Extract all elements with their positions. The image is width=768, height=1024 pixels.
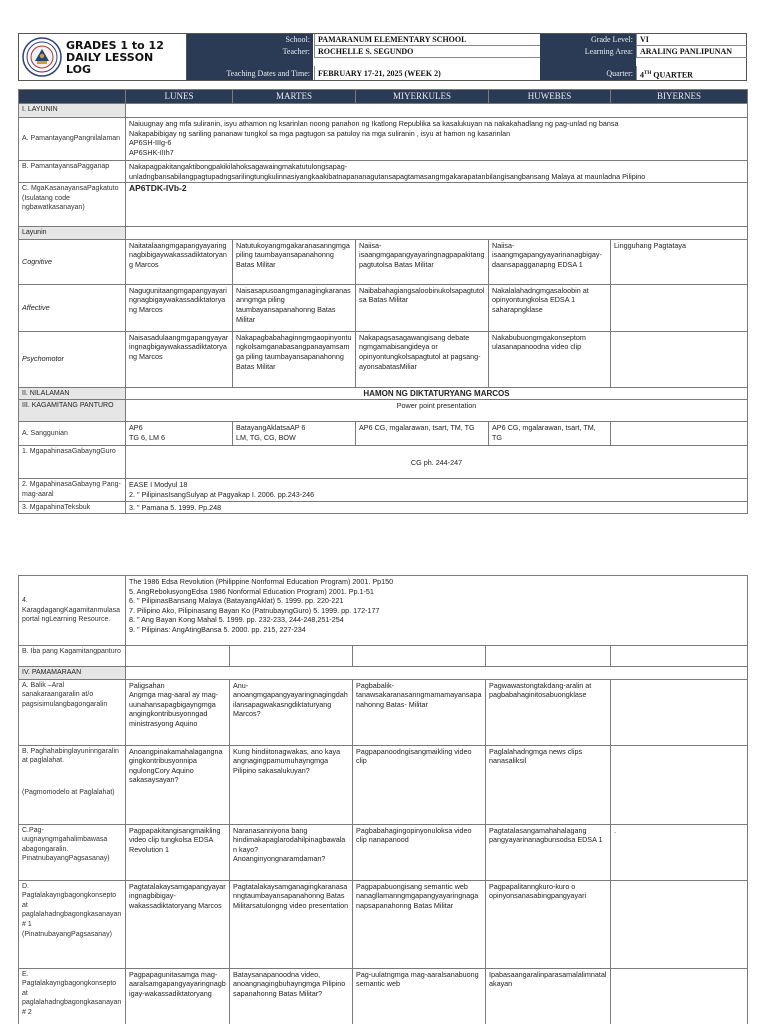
- sanggunian-label: A. Sanggunian: [19, 422, 126, 446]
- resource-line: 5. AngRebolusyongEdsa 1986 Nonformal Education Program) 2001. Pp.1-51: [129, 586, 374, 596]
- pagtalakay-1-tuesday: Pagtatalakaysamganagingkaranasanngtaumbayansapanahonng Batas Militarsatulongng video presentation: [230, 880, 353, 968]
- deped-seal-icon: [22, 37, 62, 77]
- learning-area-label: Learning Area:: [540, 46, 636, 58]
- pamantayan-pagganap-row: [19, 161, 748, 183]
- pamantayan-pagganap-text: Nakapagpakitangaktibongpakikilahoksagawaingmakatutulongsapag-unladngbansabilangpagtupadngsarilingtungkulinnasiyangkaakibatnapananagutansapagtamasangmgakarapatanbilangisangbansang Malaya at maunladna Pilipino: [126, 161, 748, 183]
- paghahabi-sub-label: (Pagmomodelo at Paglalahat): [22, 788, 115, 796]
- pamantayan-pagganap-label: B. PamantayansaPagganap: [19, 161, 126, 183]
- title-line-2: DAILY LESSON: [66, 51, 154, 64]
- iba-wednesday: [353, 646, 486, 667]
- day-header-tuesday: MARTES: [233, 90, 356, 104]
- quarter-value: [636, 66, 747, 80]
- pagtalakay-2-tuesday: Bataysanapanoodna video, anoangnagingbuhayngmga Pilipino sapanahonng Batas Militar?: [230, 968, 353, 1024]
- paghahabi-label-cell: [19, 745, 126, 824]
- kasanayan-label: C. MgaKasanayansaPagkatuto (Isulatang code ngbawatkasanayan): [19, 183, 126, 227]
- spacer-label-2: [540, 58, 636, 66]
- cognitive-tuesday: Natutukoyangmgakaranasanngmga piling taumbayansapanahonng Batas Militar: [233, 239, 356, 284]
- kagamitan-label: III. KAGAMITANG PANTURO: [19, 400, 126, 422]
- pag-uugnay-tuesday: Naranasanniyona bang hindimakapaglarodahilpinagbawalan kayo? Anoanginyongnaramdaman?: [230, 824, 353, 880]
- sanggunian-friday: [611, 422, 748, 446]
- psychomotor-thursday: Nakabubuongmgakonseptom ulasanapanoodna video clip: [489, 331, 611, 387]
- pagtalakay-2-monday: Pagpapagunitasamga mag-aaralsamgapangyayaringnagbigay-wakassadiktatoryang: [126, 968, 230, 1024]
- gabay-guro-row: [19, 446, 748, 479]
- cognitive-friday: Lingguhang Pagtataya: [611, 239, 748, 284]
- lesson-log-table-lower: [18, 575, 748, 1024]
- pagtalakay-1-monday: Pagtatalakaysamgapangyayaringnagbibigay-wakassadiktatoryang Marcos: [126, 880, 230, 968]
- paghahabi-tuesday: Kung hindiitonagwakas, ano kaya angnagingpamumuhayngmga Pilipino sakasalukuyan?: [230, 745, 353, 824]
- teaching-dates-value: FEBRUARY 17-21, 2025 (WEEK 2): [314, 66, 540, 80]
- layunin-cell: [126, 104, 748, 118]
- resource-line: 6. " PilipinasBansang Malaya (BatayangAklat) 5. 1999. pp. 220-221: [129, 596, 344, 606]
- layunin-row: [19, 104, 748, 118]
- pagtalakay-1-label: D. Pagtalakayngbagongkonsepto at paglalahadngbagongkasanayan # 1 (PinatnubayangPagsasanay): [19, 880, 126, 968]
- layunin-label: I. LAYUNIN: [19, 104, 126, 118]
- affective-label: Affective: [19, 284, 126, 331]
- gabay-pang-mag-aaral-row: [19, 479, 748, 501]
- balik-aral-monday: Paligsahan Angmga mag-aaral ay mag-uunahansapagbigayngmga angingkontribusyonngad ministrasyong Aquino: [126, 679, 230, 745]
- logo-title-box: [19, 34, 187, 80]
- balik-aral-thursday: Pagwawastongtakdang-aralin at pagbabahaginitosabuongklase: [486, 679, 611, 745]
- day-header-thursday: HUWEBES: [489, 90, 611, 104]
- pagtalakay-2-wednesday: Pag-uulatngmga mag-aaralsanabuong semantic web: [353, 968, 486, 1024]
- affective-wednesday: Naibabahagiangsaloobinukolsapagtutolsa Batas Militar: [356, 284, 489, 331]
- pamantayang-pangnilalaman-label: A. PamantayangPangnilalaman: [19, 118, 126, 161]
- teacher-label: Teacher:: [187, 46, 313, 58]
- karagdagang-kagamitan-row: [19, 576, 748, 646]
- pagtalakay-2-friday: [611, 968, 748, 1024]
- pagtalakay-1-row: [19, 880, 748, 968]
- affective-row: [19, 284, 748, 331]
- teksbuk-row: [19, 501, 748, 514]
- iba-monday: [126, 646, 230, 667]
- quarter-label: Quarter:: [540, 66, 636, 80]
- pamamaraan-label: IV. PAMAMARAAN: [19, 667, 126, 680]
- gabay-line-2: 2. " PilipinasIsangSulyap at Pagyakap I. 2006. pp.243-246: [129, 489, 315, 499]
- gabay-line-1: EASE I Modyul 18: [129, 480, 188, 490]
- layunin-sub-label: Layunin: [19, 227, 126, 240]
- lesson-log-table-upper: [18, 89, 748, 514]
- paghahabi-row: [19, 745, 748, 824]
- pag-uugnay-thursday: Pagtatalasangamahahalagang pangyayarinanagbunsodsa EDSA 1: [486, 824, 611, 880]
- pamamaraan-cell: [126, 667, 748, 680]
- iba-friday: [611, 646, 748, 667]
- day-header-monday: LUNES: [126, 90, 233, 104]
- karagdagang-kagamitan-label: 4. KaragdagangKagamitanmulasa portal ngLearning Resource.: [19, 576, 126, 646]
- kasanayan-code: AP6TDK-IVb-2: [126, 183, 748, 227]
- kasanayan-row: [19, 183, 748, 227]
- pag-uugnay-monday: Pagpapakitangisangmaikling video clip tungkolsa EDSA Revolution 1: [126, 824, 230, 880]
- pamantayang-pangnilalaman-row: [19, 118, 748, 161]
- grade-level-value: VI: [636, 34, 747, 46]
- pag-uugnay-friday: .: [611, 824, 748, 880]
- pag-uugnay-wednesday: Pagbabahagingopinyonuloksa video clip nanapanood: [353, 824, 486, 880]
- school-value: PAMARANUM ELEMENTARY SCHOOL: [314, 34, 540, 46]
- nilalaman-row: [19, 387, 748, 400]
- sanggunian-row: [19, 422, 748, 446]
- pagtalakay-2-label: E. Pagtalakayngbagongkonsepto at paglalahadngbagongkasanayan # 2: [19, 968, 126, 1024]
- quarter-number: 4: [640, 70, 644, 80]
- quarter-text: QUARTER: [651, 70, 693, 80]
- psychomotor-tuesday: Nakapagbabahaginngmgaopinyontungkolsamganabasangpanayamsamga piling taumbayansapanahonng Batas Militar: [233, 331, 356, 387]
- paghahabi-wednesday: Pagpapanoodngisangmaikling video clip: [353, 745, 486, 824]
- affective-monday: Nagugunitaangmgapangyayaringnagbigaywakassadiktatoryang Marcos: [126, 284, 233, 331]
- teksbuk-text: 3. " Pamana 5. 1999. Pp.248: [126, 501, 748, 514]
- resource-line: The 1986 Edsa Revolution (Philippine Nonformal Education Program) 2001. Pp150: [129, 577, 394, 586]
- day-header-wednesday: MIYERKULES: [356, 90, 489, 104]
- learning-area-value: ARALING PANLIPUNAN: [636, 46, 747, 58]
- school-label: School:: [187, 34, 313, 46]
- resource-line: 8. " Ang Bayan Kong Mahal 5. 1999. pp. 232-233, 244-248,251-254: [129, 615, 344, 625]
- affective-friday: [611, 284, 748, 331]
- sanggunian-tuesday: BatayangAklatsaAP 6 LM, TG, CG, BOW: [233, 422, 356, 446]
- competency-code-2: AP6SHK-IIIh7: [129, 147, 174, 157]
- balik-aral-row: [19, 679, 748, 745]
- corner-cell: [19, 90, 126, 104]
- resource-line: 9. " Pilipinas: AngAtingBansa 5. 2000. pp. 215, 227-234: [129, 624, 306, 634]
- sanggunian-wednesday: AP6 CG, mgalarawan, tsart, TM, TG: [356, 422, 489, 446]
- gabay-pang-mag-aaral-label: 2. MgapahinasaGabayng Pang-mag-aaral: [19, 479, 126, 501]
- balik-aral-label: A. Balik –Aral sanakaraangaralin at/o pagsisimulangbagongaralin: [19, 679, 126, 745]
- day-header-row: [19, 90, 748, 104]
- gabay-pang-mag-aaral-text: [126, 479, 748, 501]
- cognitive-thursday: Naiisa-isaangmgapangyayarinanagbigay-daansapagganapng EDSA 1: [489, 239, 611, 284]
- pagtalakay-1-thursday: Pagpapalitanngkuro-kuro o opinyonsanasabingpangyayari: [486, 880, 611, 968]
- cognitive-label: Cognitive: [19, 239, 126, 284]
- cognitive-row: [19, 239, 748, 284]
- gabay-guro-pages: CG ph. 244-247: [126, 446, 748, 479]
- dll-header: [18, 33, 747, 81]
- gabay-guro-label: 1. MgapahinasaGabayngGuro: [19, 446, 126, 479]
- balik-aral-tuesday: Anu-anoangmgapangyayaringnagingdahilansapagwakasngdiktaturyang Marcos?: [230, 679, 353, 745]
- affective-tuesday: Naisasapusoangmganagingkaranasanngmga piling taumbayansapanahonng Batas Militar: [233, 284, 356, 331]
- iba-thursday: [486, 646, 611, 667]
- karagdagang-kagamitan-list: [126, 576, 748, 646]
- cognitive-monday: Naitatalaangmgapangyayaringnagbibigaywakassadiktatoryang Marcos: [126, 239, 233, 284]
- paghahabi-thursday: Paglalahadngmga news clips nanasaliksil: [486, 745, 611, 824]
- pamamaraan-row: [19, 667, 748, 680]
- title-line-3: LOG: [66, 63, 91, 76]
- pag-uugnay-label: C.Pag-uugnayngmgahalimbawasa abagongaralin. PinatnubayangPagsasanay): [19, 824, 126, 880]
- competency-code-1: AP6SH-IIIg-6: [129, 138, 172, 148]
- resource-line: 7. Pilipino Ako, Pilipinasang Bayan Ko (PatnubayngGuro) 5. 1999. pp. 172-177: [129, 605, 380, 615]
- paghahabi-friday: [611, 745, 748, 824]
- layunin-sub-row: [19, 227, 748, 240]
- psychomotor-friday: [611, 331, 748, 387]
- nilalaman-topic: HAMON NG DIKTATURYANG MARCOS: [126, 387, 748, 400]
- sanggunian-thursday: AP6 CG, mgalarawan, tsart, TM, TG: [489, 422, 611, 446]
- pagtalakay-2-thursday: Ipabasaangaralinparasamalalimnatalakayan: [486, 968, 611, 1024]
- content-standard: Naiuugnay ang mfa suliranin, isyu athamon ng ksarinlan noong panahon ng Ikatlong Republika sa kasalukuyan na nakakahadlang ng pag-unlad ng bansa: [129, 119, 619, 128]
- psychomotor-row: [19, 331, 748, 387]
- iba-pang-kagamitan-row: [19, 646, 748, 667]
- iba-pang-kagamitan-label: B. Iba pang Kagamitangpanturo: [19, 646, 126, 667]
- paghahabi-label: B. Paghahabinglayuninngaralin at paglalahat.: [22, 747, 119, 765]
- day-header-friday: BIYERNES: [611, 90, 748, 104]
- teacher-value: ROCHELLE S. SEGUNDO: [314, 46, 540, 58]
- teksbuk-label: 3. MgapahinaTeksbuk: [19, 501, 126, 514]
- cognitive-wednesday: Naiisa-isaangmgapangyayaringnagpapakitangpagtutolsa Batas Militar: [356, 239, 489, 284]
- layunin-sub-cell: [126, 227, 748, 240]
- pagtalakay-1-friday: [611, 880, 748, 968]
- dll-title: [66, 40, 186, 76]
- performance-standard: Nakapabibigay ng sariling pananaw tungkol sa mga pagtugon sa patuloy na mga suliranin , isyu at hamon ng kasarinlan: [129, 128, 511, 138]
- sanggunian-monday: AP6 TG 6, LM 6: [126, 422, 233, 446]
- pagtalakay-2-row: [19, 968, 748, 1024]
- pag-uugnay-row: [19, 824, 748, 880]
- balik-aral-wednesday: Pagbabalik-tanawsakaranasanngmamamayansapanahonng Batas- Militar: [353, 679, 486, 745]
- paghahabi-monday: Anoangpinakamahalagangnagingkontribusyonnipa ngulongCory Aquino sakasaysayan?: [126, 745, 230, 824]
- pagtalakay-1-wednesday: Pagpapabuongisang semantic web nanagllamanngmgapangyayaringnaganapsapanahonng Batas Militar: [353, 880, 486, 968]
- quarter-suffix: TH: [644, 71, 652, 76]
- spacer-label: [187, 58, 313, 66]
- balik-aral-friday: [611, 679, 748, 745]
- psychomotor-label: Psychomotor: [19, 331, 126, 387]
- psychomotor-monday: Naisasadulaangmgapangyayaringnagbigaywakassadiktatoryang Marcos: [126, 331, 233, 387]
- affective-thursday: Nakalalahadngmgasaloobin at opinyontungkolsa EDSA 1 saharapngklase: [489, 284, 611, 331]
- grade-level-label: Grade Level:: [540, 34, 636, 46]
- nilalaman-label: II. NILALAMAN: [19, 387, 126, 400]
- psychomotor-wednesday: Nakapagsasagawangisang debate ngmgamabisangideya or opinyontungkolsapagtutol at pagsang-ayonsabatasMiliar: [356, 331, 489, 387]
- iba-tuesday: [230, 646, 353, 667]
- kagamitan-row: [19, 400, 748, 422]
- teaching-dates-label: Teaching Dates and Time:: [187, 66, 313, 80]
- kagamitan-value: Power point presentation: [126, 400, 748, 422]
- title-line-1: GRADES 1 to 12: [66, 39, 164, 52]
- pamantayang-pangnilalaman-text: [126, 118, 748, 161]
